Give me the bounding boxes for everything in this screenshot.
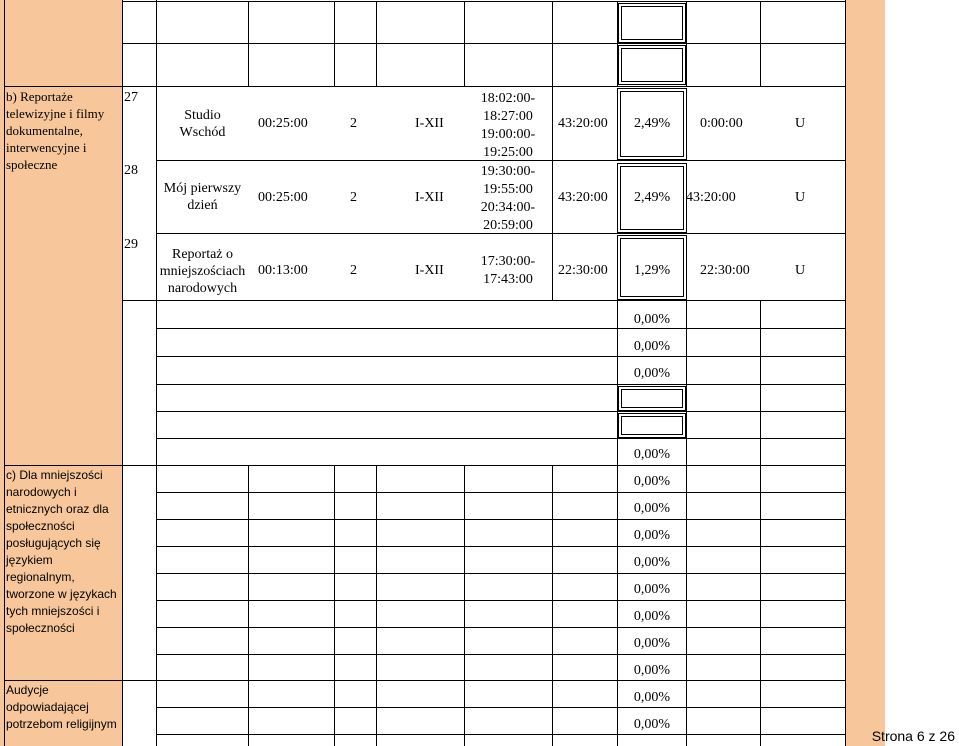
empty-percent: 0,00%	[633, 474, 670, 489]
page-footer: Strona 6 z 26	[871, 728, 955, 744]
program-title: Mój pierwszy dzień	[163, 181, 242, 213]
program-percent: 2,49%	[634, 116, 671, 131]
row-number: 27	[124, 90, 138, 105]
program-times: 18:02:00-18:27:00 19:00:00-19:25:00	[480, 91, 536, 160]
grid-line	[4, 0, 5, 746]
grid-line	[552, 466, 553, 746]
program-times: 17:30:00-17:43:00	[480, 254, 536, 287]
empty-percent: 0,00%	[633, 717, 670, 732]
program-extra: 43:20:00	[686, 190, 736, 205]
program-extra: 22:30:00	[700, 263, 750, 278]
grid-line	[156, 519, 845, 520]
grid-line	[334, 1, 335, 87]
program-total: 22:30:00	[558, 263, 608, 278]
grid-line	[156, 411, 845, 412]
grid-line	[156, 734, 845, 735]
grid-line	[156, 546, 845, 547]
grid-line	[156, 654, 845, 655]
grid-line	[845, 0, 846, 746]
program-count: 2	[350, 190, 357, 205]
grid-line	[248, 466, 249, 746]
grid-line	[156, 600, 845, 601]
section-c-label: c) Dla mniejszości narodowych i etnicznych oraz dla społeczności posługujących się językiem regionalnym, tworzone w językach tych mniejszości i społeczności	[6, 468, 117, 635]
empty-percent: 0,00%	[633, 447, 670, 462]
header-cell	[618, 3, 686, 43]
empty-cell	[618, 413, 686, 438]
grid-line	[4, 680, 845, 681]
empty-percent: 0,00%	[633, 339, 670, 354]
empty-percent: 0,00%	[633, 366, 670, 381]
empty-percent: 0,00%	[633, 312, 670, 327]
grid-line	[334, 466, 335, 746]
empty-percent: 0,00%	[633, 636, 670, 651]
grid-line	[122, 86, 845, 87]
program-times: 19:30:00-19:55:00 20:34:00-20:59:00	[480, 164, 536, 233]
grid-line	[464, 466, 465, 746]
program-months: I-XII	[415, 116, 444, 131]
program-title: Studio Wschód	[179, 108, 226, 140]
program-flag: U	[795, 263, 806, 278]
row-number: 28	[124, 163, 138, 178]
grid-line	[248, 1, 249, 87]
grid-line	[122, 300, 845, 301]
row-number: 29	[124, 237, 138, 252]
grid-line	[156, 492, 845, 493]
grid-line	[122, 1, 845, 2]
grid-line	[156, 0, 157, 746]
grid-line	[156, 627, 845, 628]
grid-line	[156, 707, 845, 708]
grid-line	[122, 0, 123, 746]
grid-line	[156, 573, 845, 574]
grid-line	[686, 1, 687, 87]
grid-line	[122, 43, 845, 44]
grid-line	[376, 1, 377, 87]
program-duration: 00:25:00	[258, 190, 308, 205]
program-total: 43:20:00	[558, 116, 608, 131]
program-months: I-XII	[415, 263, 444, 278]
grid-line	[156, 384, 845, 385]
grid-line	[4, 465, 845, 466]
grid-line	[760, 300, 761, 746]
section-d-label: Audycje odpowiadającej potrzebom religijnym	[6, 683, 117, 731]
empty-percent: 0,00%	[633, 609, 670, 624]
program-duration: 00:13:00	[258, 263, 308, 278]
empty-percent: 0,00%	[633, 555, 670, 570]
program-percent: 1,29%	[634, 263, 671, 278]
grid-line	[4, 86, 122, 87]
grid-line	[156, 328, 845, 329]
program-duration: 00:25:00	[258, 116, 308, 131]
empty-percent: 0,00%	[633, 663, 670, 678]
grid-line	[552, 160, 845, 161]
program-months: I-XII	[415, 190, 444, 205]
grid-line	[686, 300, 687, 746]
program-percent: 2,49%	[634, 190, 671, 205]
grid-line	[156, 438, 845, 439]
grid-line	[376, 466, 377, 746]
grid-line	[552, 86, 553, 301]
header-cell	[618, 45, 686, 85]
grid-line	[552, 233, 845, 234]
section-b-label: b) Reportaże telewizyjne i filmy dokumentalne, interwencyjne i społeczne	[6, 89, 105, 172]
program-flag: U	[795, 116, 806, 131]
grid-line	[552, 1, 553, 87]
program-flag: U	[795, 190, 806, 205]
empty-percent: 0,00%	[633, 528, 670, 543]
empty-percent: 0,00%	[633, 690, 670, 705]
program-total: 43:20:00	[558, 190, 608, 205]
program-extra: 0:00:00	[700, 116, 743, 131]
empty-percent: 0,00%	[633, 501, 670, 516]
grid-line	[760, 1, 761, 87]
empty-cell	[618, 386, 686, 411]
program-count: 2	[350, 116, 357, 131]
program-count: 2	[350, 263, 357, 278]
program-title: Reportaż o mniejszościach narodowych	[159, 247, 246, 296]
empty-percent: 0,00%	[633, 582, 670, 597]
grid-line	[464, 1, 465, 87]
grid-line	[156, 356, 845, 357]
